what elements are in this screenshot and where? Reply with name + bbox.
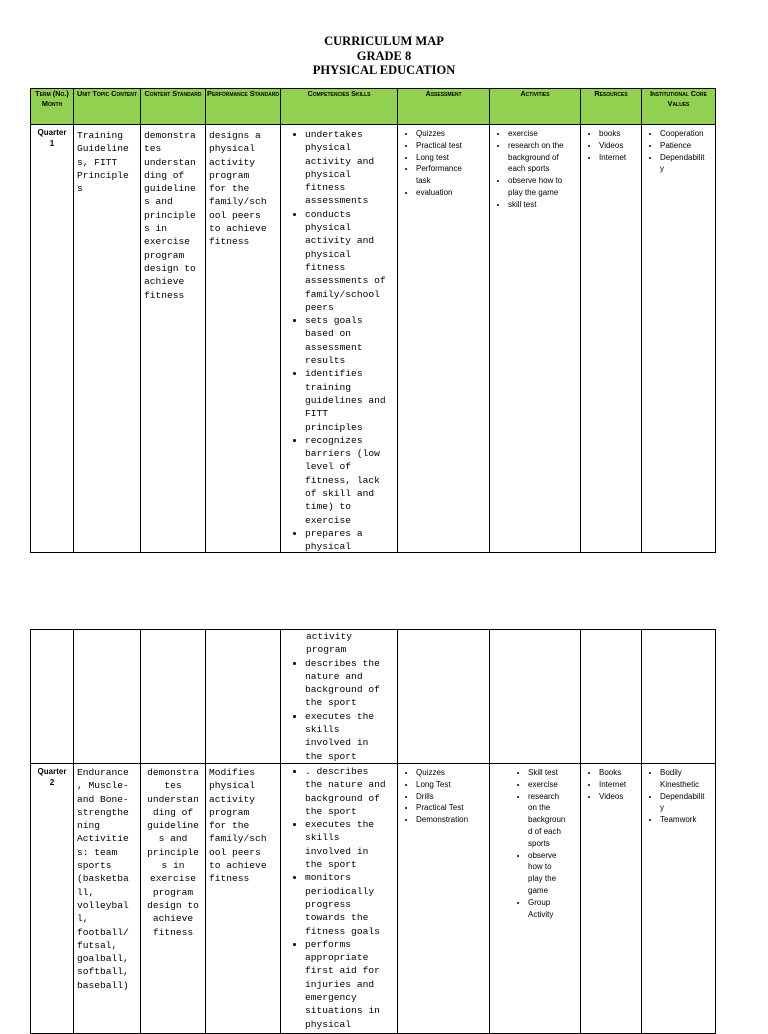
competencies-list <box>281 125 397 554</box>
core-values-list <box>642 125 715 175</box>
table-row-quarter-1 <box>31 125 716 553</box>
list-item: • evaluation <box>416 187 487 199</box>
list-item: • research on the backgroun d of each sports <box>528 791 578 850</box>
title-line-2: GRADE 8 <box>356 48 412 63</box>
table-row-quarter-1-continued <box>31 630 716 764</box>
list-item: • Practical test <box>416 140 487 152</box>
list-item: • Long test <box>416 152 487 164</box>
header-term: Term (No.) Month <box>31 89 74 125</box>
competency-continued-text: activity program <box>306 631 353 656</box>
list-item: • Long Test <box>416 779 487 791</box>
performance-standard-cell: Modifies physical activity program for the family/sch ool peers to achieve fitness <box>209 767 267 885</box>
list-item: • Dependabilit y <box>660 152 713 176</box>
list-item: • Skill test <box>528 767 578 779</box>
list-item: • Dependabilit y <box>660 791 713 815</box>
header-assessment: Assessment <box>398 89 490 125</box>
list-item: • identifies training guidelines and FITT principles <box>305 367 397 433</box>
competencies-list <box>281 657 397 763</box>
list-item: • monitors periodically progress towards the fitness goals <box>305 871 397 937</box>
list-item: • Quizzes <box>416 128 487 140</box>
list-item: • Demonstration <box>416 814 487 826</box>
curriculum-table-page-1 <box>30 88 716 553</box>
list-item: • Teamwork <box>660 814 713 826</box>
list-item: • Videos <box>599 791 639 803</box>
list-item: • exercise <box>508 128 578 140</box>
table-row-quarter-2 <box>31 764 716 1034</box>
assessment-list <box>398 764 489 826</box>
core-values-list <box>642 764 715 826</box>
header-resources: Resources <box>581 89 642 125</box>
list-item: • Bodily Kinesthetic <box>660 767 713 791</box>
list-item: • undertakes physical activity and physical fitness assessments <box>305 128 397 208</box>
list-item: • Videos <box>599 140 639 152</box>
list-item: • sets goals based on assessment results <box>305 314 397 367</box>
list-item: • Internet <box>599 779 639 791</box>
header-content-standard: Content Standard <box>141 89 206 125</box>
list-item: • research on the background of each sports <box>508 140 578 175</box>
list-item: • books <box>599 128 639 140</box>
performance-standard-cell: designs a physical activity program for the family/sch ool peers to achieve fitness <box>209 130 267 248</box>
header-performance-standard: Performance Standard <box>206 89 281 125</box>
list-item: • performs appropriate first aid for injuries and emergency situations in physical <box>305 938 397 1031</box>
content-standard-cell: demonstra tes understan ding of guideline s and principle s in exercise program design to achieve fitness <box>144 130 196 301</box>
list-item: • describes the nature and background of the sport <box>305 657 397 710</box>
header-activities: Activities <box>490 89 581 125</box>
list-item: • Quizzes <box>416 767 487 779</box>
list-item: • observe how to play the game <box>508 175 578 199</box>
page-2-viewport <box>0 629 768 1030</box>
list-item: • executes the skills involved in the sport <box>305 710 397 763</box>
list-item: • Patience <box>660 140 713 152</box>
title-line-3: PHYSICAL EDUCATION <box>312 63 456 77</box>
title-line-1: CURRICULUM MAP <box>324 34 444 48</box>
list-item: • . describes the nature and background of the sport <box>305 765 397 818</box>
list-item: • Group Activity <box>528 897 578 921</box>
list-item: • skill test <box>508 199 578 211</box>
term-cell: Quarter 1 <box>37 128 67 148</box>
list-item: • Drills <box>416 791 487 803</box>
assessment-list <box>398 125 489 199</box>
header-core-values: Institutional Core Values <box>642 89 716 125</box>
list-item: • recognizes barriers (low level of fitness, lack of skill and time) to exercise <box>305 434 397 527</box>
list-item: • exercise <box>528 779 578 791</box>
list-item: • Practical Test <box>416 802 487 814</box>
document-title <box>0 34 768 78</box>
competencies-list <box>281 764 397 1031</box>
list-item: • Books <box>599 767 639 779</box>
list-item: • prepares a physical <box>305 527 397 554</box>
list-item: • observe how to play the game <box>528 850 578 897</box>
header-unit-topic: Unit Topic Content <box>74 89 141 125</box>
list-item: • Internet <box>599 152 639 164</box>
activities-list <box>490 125 580 211</box>
unit-topic-cell: Training Guideline s, FITT Principle s <box>77 130 129 195</box>
curriculum-table-page-2 <box>30 629 716 1034</box>
unit-topic-cell: Endurance , Muscle- and Bone- strengthe ning Activitie s: team sports (basketba ll, volleybal l, football/ futsal, goalball, softball, baseball) <box>77 767 129 991</box>
header-competencies: Competencies Skills <box>281 89 398 125</box>
resources-list <box>581 125 641 163</box>
term-cell: Quarter 2 <box>37 767 67 787</box>
list-item: • executes the skills involved in the sport <box>305 818 397 871</box>
list-item: • Cooperation <box>660 128 713 140</box>
activities-list <box>490 764 580 920</box>
list-item: • Performance task <box>416 163 487 187</box>
list-item: • conducts physical activity and physical fitness assessments of family/school peers <box>305 208 397 314</box>
content-standard-cell: demonstra tes understan ding of guideline s and principle s in exercise program design to achieve fitness <box>147 767 199 938</box>
resources-list <box>581 764 641 802</box>
